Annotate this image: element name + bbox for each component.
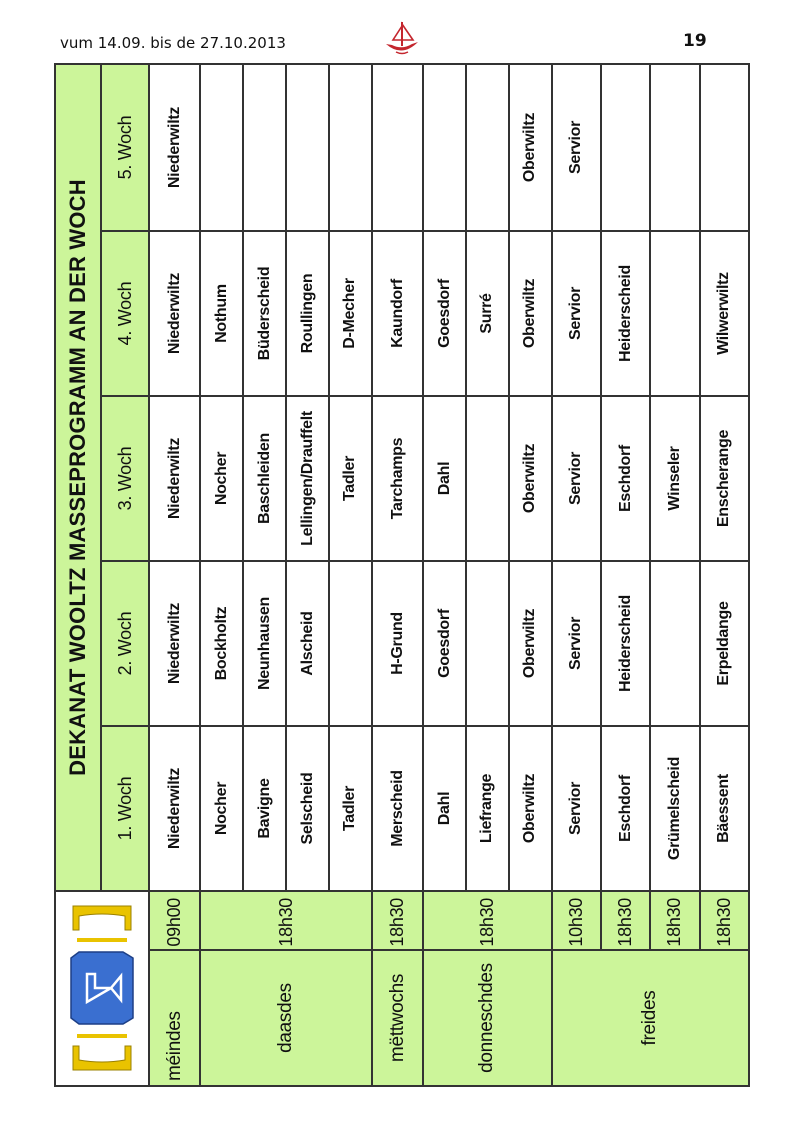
table-cell: Bockholtz	[200, 561, 243, 726]
table-cell: Oberwiltz	[509, 561, 552, 726]
table-cell	[329, 64, 372, 231]
table-cell	[700, 64, 749, 231]
table-cell	[466, 396, 509, 561]
time-cell: 18h30	[200, 891, 371, 950]
table-cell: Oberwiltz	[509, 396, 552, 561]
time-cell: 18h30	[601, 891, 650, 950]
table-cell: Grümelscheid	[650, 726, 699, 891]
table-cell: D-Mecher	[329, 231, 372, 396]
week-2-header: 2. Woch	[101, 561, 149, 726]
table-cell	[200, 64, 243, 231]
table-cell: Winseler	[650, 396, 699, 561]
time-cell: 09h00	[149, 891, 200, 950]
table-cell: Goesdorf	[423, 231, 466, 396]
table-cell	[601, 64, 650, 231]
table-cell: Tadler	[329, 726, 372, 891]
table-cell	[423, 64, 466, 231]
table-cell: Niederwiltz	[149, 561, 200, 726]
table-cell: Büderscheid	[243, 231, 286, 396]
table-cell: Merscheid	[372, 726, 423, 891]
table-cell: Eschdorf	[601, 396, 650, 561]
table-cell: Baschleiden	[243, 396, 286, 561]
time-cell: 18h30	[372, 891, 423, 950]
table-cell: Liefrange	[466, 726, 509, 891]
day-label-freides: freides	[552, 950, 749, 1086]
day-label-donneschdes: donneschdes	[423, 950, 552, 1086]
table-cell: Bäessent	[700, 726, 749, 891]
table-cell: Alscheid	[286, 561, 329, 726]
table-cell: Niederwiltz	[149, 64, 200, 231]
table-cell: Niederwiltz	[149, 396, 200, 561]
time-cell: 10h30	[552, 891, 601, 950]
time-cell: 18h30	[700, 891, 749, 950]
day-label-meindes: méindes	[149, 950, 200, 1086]
table-cell: Niederwiltz	[149, 231, 200, 396]
table-cell	[466, 561, 509, 726]
mass-schedule-table	[54, 65, 750, 1087]
table-cell: Wilwerwiltz	[700, 231, 749, 396]
table-cell: Neunhausen	[243, 561, 286, 726]
table-cell: Dahl	[423, 396, 466, 561]
week-5-header: 5. Woch	[101, 64, 149, 231]
table-cell: H-Grund	[372, 561, 423, 726]
table-cell: Enscherange	[700, 396, 749, 561]
table-cell: Heiderscheid	[601, 231, 650, 396]
table-cell: Heiderscheid	[601, 561, 650, 726]
table-cell: Nocher	[200, 726, 243, 891]
table-cell: Oberwiltz	[509, 64, 552, 231]
table-cell: Tadler	[329, 396, 372, 561]
week-4-header: 4. Woch	[101, 231, 149, 396]
table-cell	[243, 64, 286, 231]
table-cell: Roullingen	[286, 231, 329, 396]
week-3-header: 3. Woch	[101, 396, 149, 561]
table-cell: Erpeldange	[700, 561, 749, 726]
table-cell: Oberwiltz	[509, 726, 552, 891]
table-cell	[650, 561, 699, 726]
table-cell: Goesdorf	[423, 561, 466, 726]
table-cell: Servior	[552, 64, 601, 231]
table-cell: Nothum	[200, 231, 243, 396]
table-cell: Tarchamps	[372, 396, 423, 561]
table-title: DEKANAT WOOLTZ MASSEPROGRAMM AN DER WOCH	[55, 64, 101, 891]
table-cell: Niederwiltz	[149, 726, 200, 891]
table-cell: Surré	[466, 231, 509, 396]
day-label-daasdes: daasdes	[200, 950, 371, 1086]
time-cell: 18h30	[650, 891, 699, 950]
table-cell: Servior	[552, 726, 601, 891]
table-cell: Oberwiltz	[509, 231, 552, 396]
time-cell: 18h30	[423, 891, 552, 950]
table-cell: Dahl	[423, 726, 466, 891]
table-cell: Servior	[552, 561, 601, 726]
header-period: vum 14.09. bis de 27.10.2013	[60, 34, 286, 52]
table-cell: Lellingen/Drauffelt	[286, 396, 329, 561]
table-cell: Servior	[552, 231, 601, 396]
deanery-emblem-icon	[55, 891, 149, 1086]
table-cell	[286, 64, 329, 231]
table-cell: Nocher	[200, 396, 243, 561]
day-label-mettwochs: mëttwochs	[372, 950, 423, 1086]
table-cell: Kaundorf	[372, 231, 423, 396]
page-number: 19	[683, 31, 707, 51]
table-cell	[650, 64, 699, 231]
table-cell: Selscheid	[286, 726, 329, 891]
table-cell	[329, 561, 372, 726]
table-cell	[650, 231, 699, 396]
table-cell	[372, 64, 423, 231]
table-cell: Servior	[552, 396, 601, 561]
table-cell	[466, 64, 509, 231]
ship-logo-icon	[382, 18, 422, 60]
week-1-header: 1. Woch	[101, 726, 149, 891]
table-cell: Bavigne	[243, 726, 286, 891]
table-cell: Eschdorf	[601, 726, 650, 891]
